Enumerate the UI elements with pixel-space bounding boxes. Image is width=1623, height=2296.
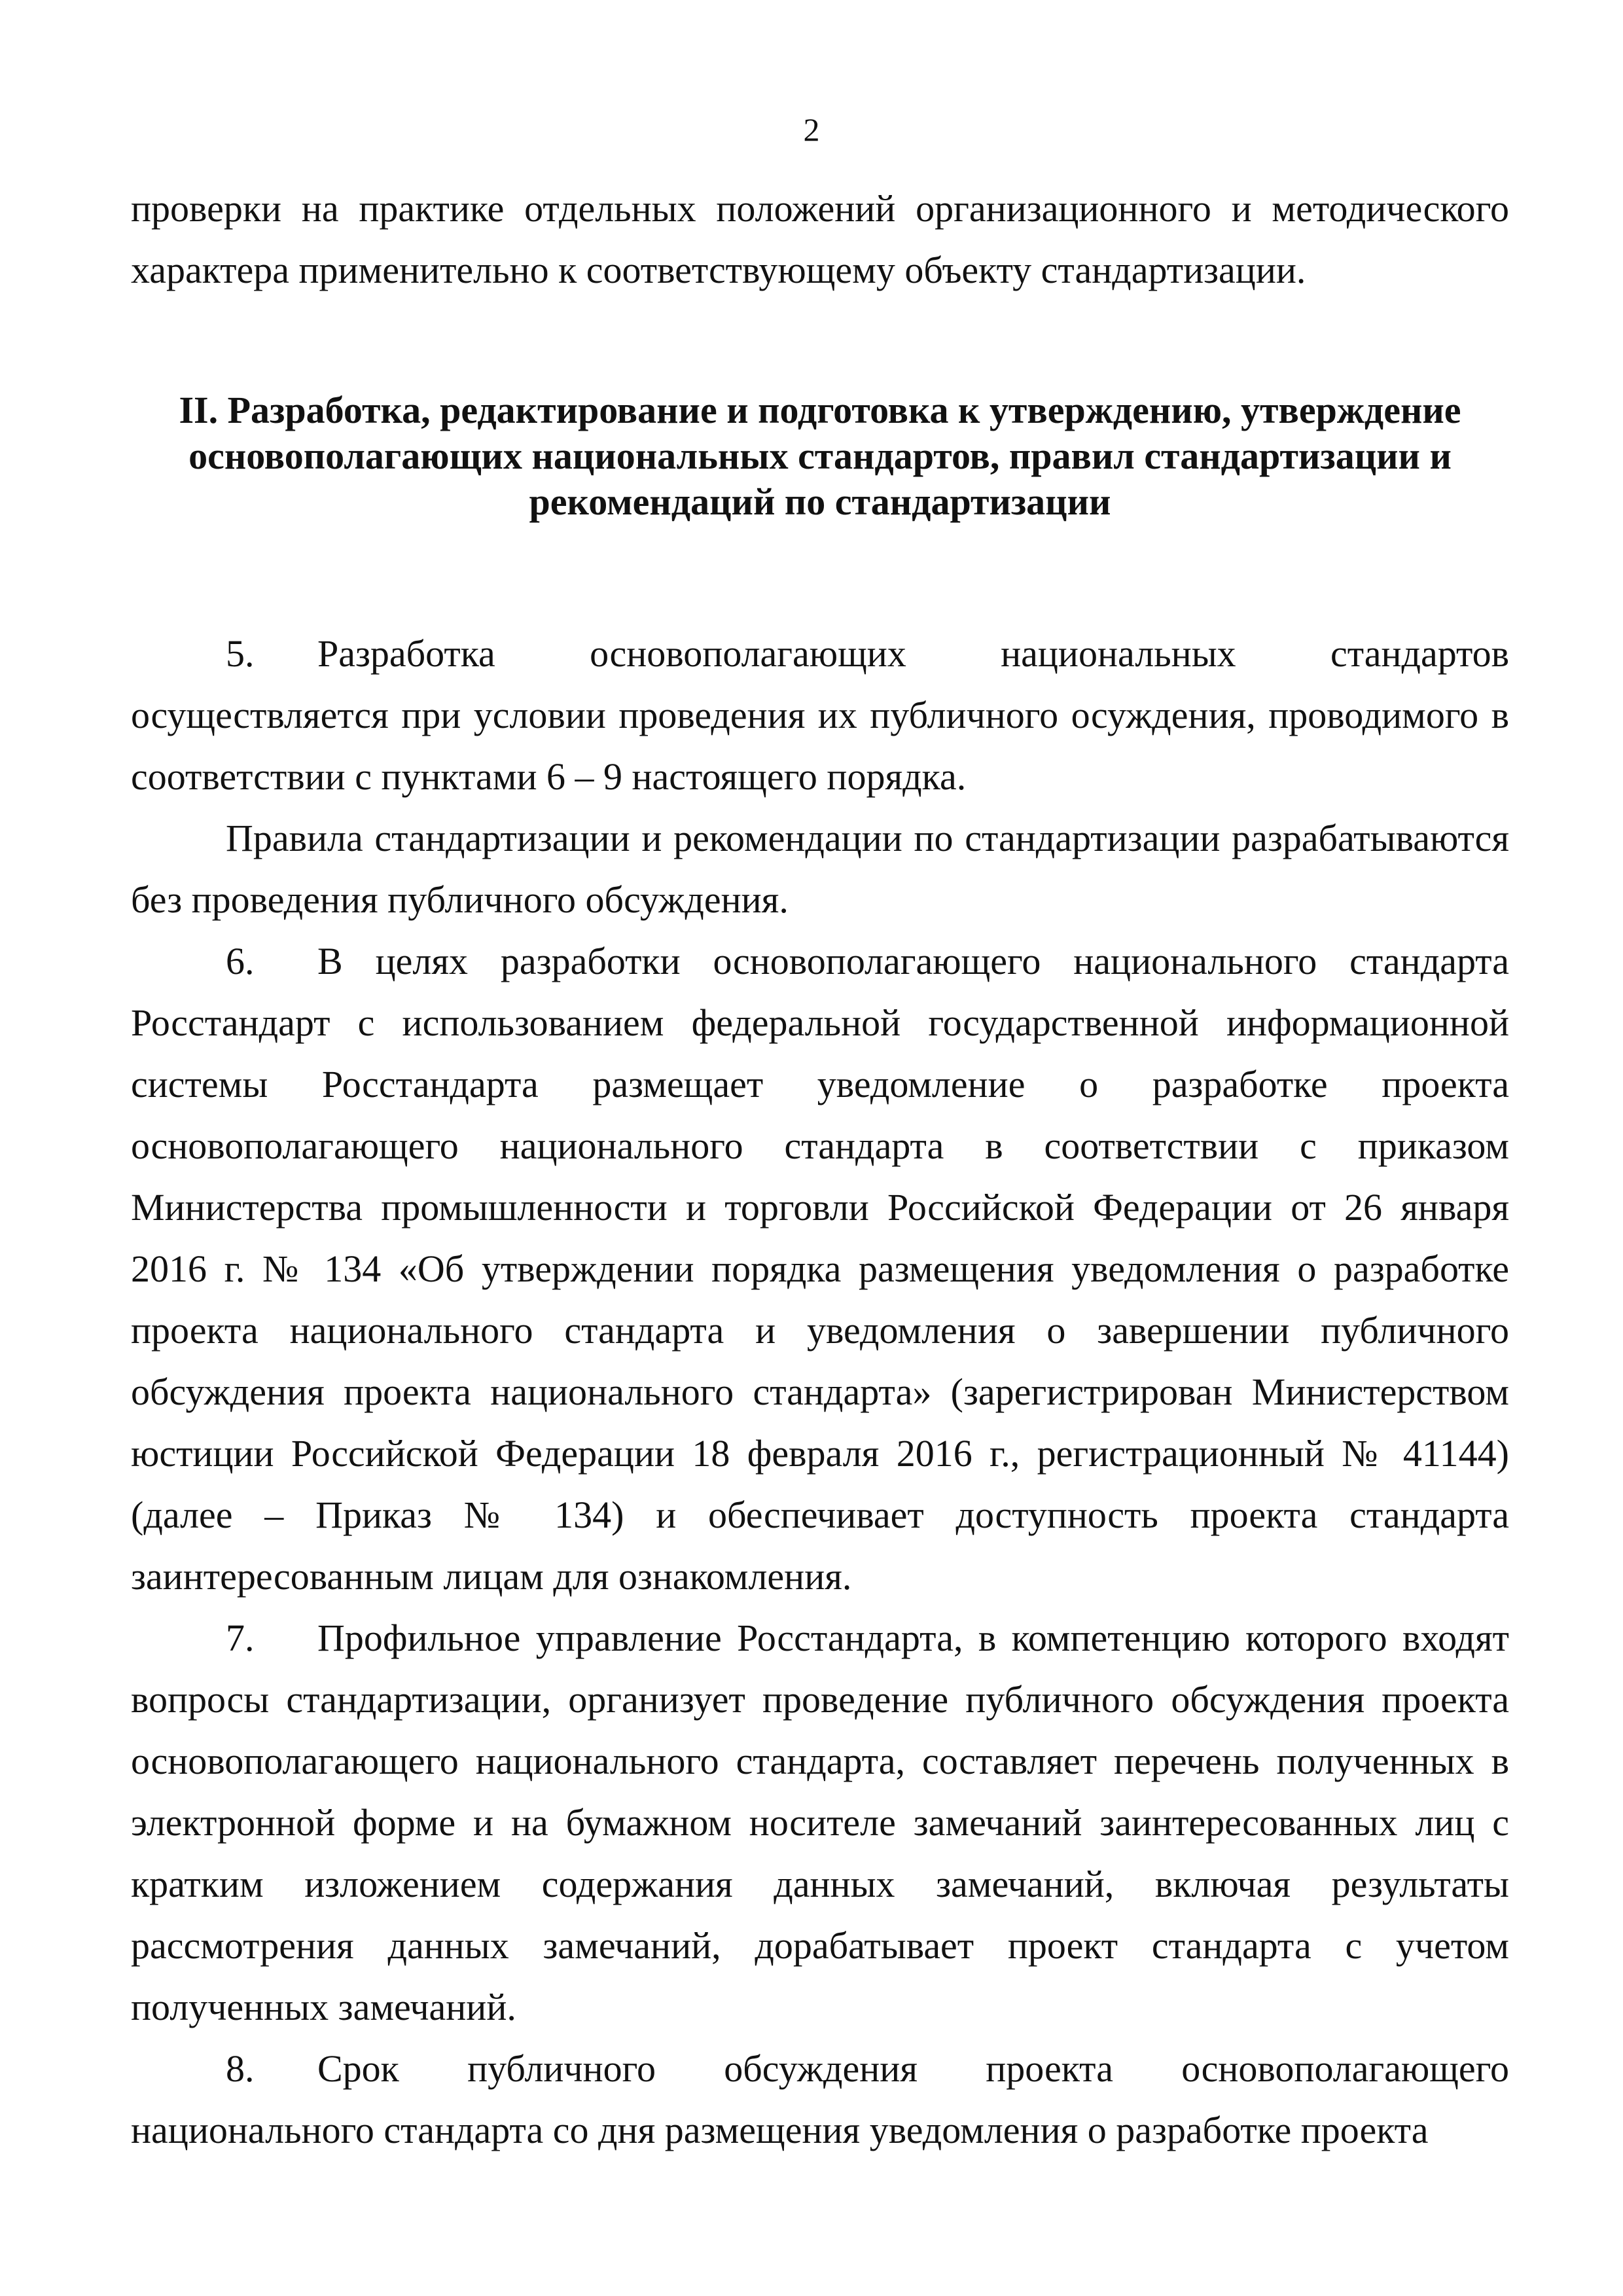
paragraph-number: 6. — [226, 940, 255, 982]
section-heading-line: основополагающих национальных стандартов, правил стандартизации и — [188, 435, 1452, 477]
section-heading-line: II. Разработка, редактирование и подготовка к утверждению, утверждение — [179, 389, 1461, 431]
intro-paragraph: проверки на практике отдельных положений организационного и методического характера применительно к соответствующему объекту стандартизации. — [131, 187, 1509, 291]
document-body — [131, 178, 1509, 2161]
paragraph-text: В целях разработки основополагающего национального стандарта Росстандарт с использованием федеральной государственной информационной системы Росстандарта размещает уведомление о разработке проекта основополагающего национального стандарта в соответствии с приказом Министерства промышленности и торговли Российской Федерации от 26 января 2016 г. № 134 «Об утверждении порядка размещения уведомления о разработке проекта национального стандарта и уведомления о завершении публичного обсуждения проекта национального стандарта» (зарегистрирован Министерством юстиции Российской Федерации 18 февраля 2016 г., регистрационный № 41144) (далее – Приказ № 134) и обеспечивает доступность проекта стандарта заинтересованным лицам для ознакомления. — [131, 940, 1509, 1598]
paragraph-number: 8. — [226, 2047, 255, 2090]
paragraph-7 — [131, 1607, 1509, 2038]
paragraph-text: Разработка основополагающих национальных стандартов осуществляется при условии проведения их публичного осуждения, проводимого в соответствии с пунктами 6 – 9 настоящего порядка. — [131, 632, 1509, 798]
paragraph-text: Правила стандартизации и рекомендации по стандартизации разрабатываются без проведения публичного обсуждения. — [131, 817, 1509, 921]
paragraph-number: 7. — [226, 1617, 255, 1659]
paragraph-number: 5. — [226, 632, 255, 675]
paragraph-6 — [131, 931, 1509, 1607]
page-number: 2 — [803, 111, 820, 148]
paragraph-5 — [131, 623, 1509, 808]
spacer — [131, 525, 1509, 623]
paragraph-text: Срок публичного обсуждения проекта основополагающего национального стандарта со дня размещения уведомления о разработке проекта — [131, 2047, 1509, 2151]
section-heading-line: рекомендаций по стандартизации — [529, 480, 1111, 523]
paragraph-8 — [131, 2038, 1509, 2161]
section-heading — [131, 387, 1509, 525]
paragraph-5-continued — [131, 808, 1509, 931]
paragraph-text: Профильное управление Росстандарта, в компетенцию которого входят вопросы стандартизации, организует проведение публичного обсуждения проекта основополагающего национального стандарта, составляет перечень полученных в электронной форме и на бумажном носителе замечаний заинтересованных лиц с кратким изложением содержания данных замечаний, включая результаты рассмотрения данных замечаний, дорабатывает проект стандарта с учетом полученных замечаний. — [131, 1617, 1509, 2028]
